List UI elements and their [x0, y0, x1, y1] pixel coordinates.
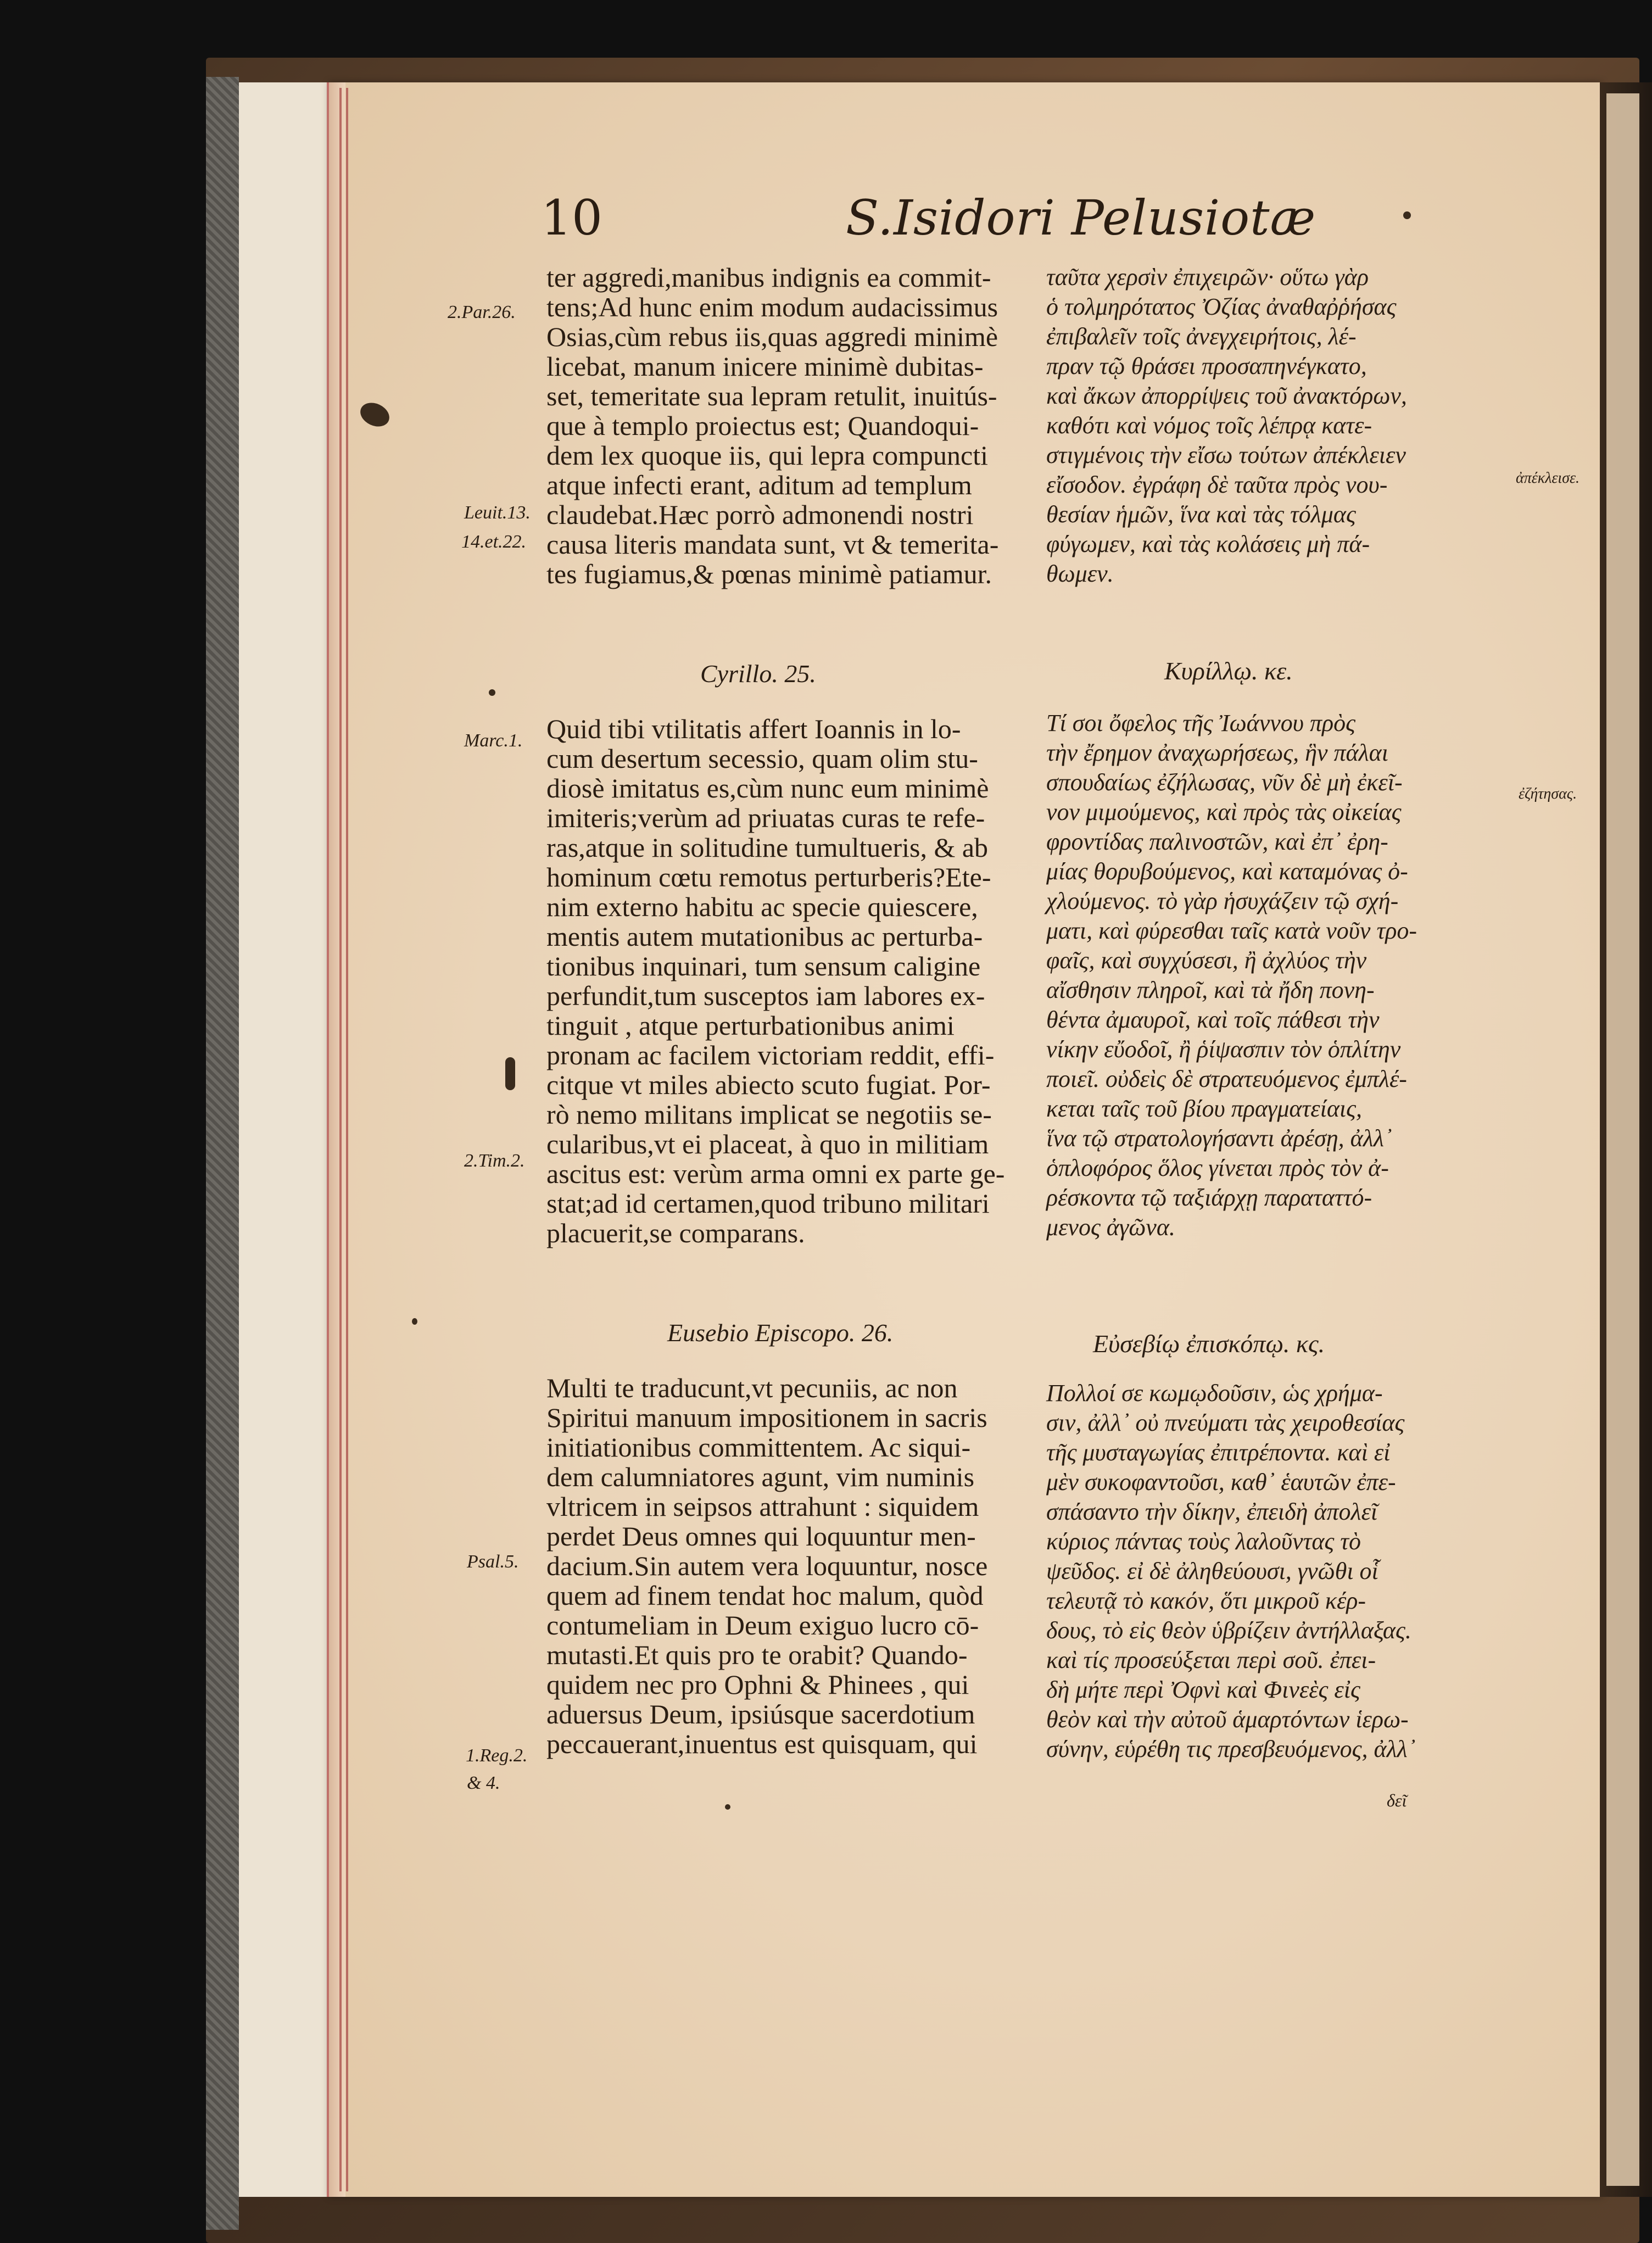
latin-line: tes fugiamus,& pœnas minimè patiamur.	[546, 559, 992, 589]
page-edge	[327, 82, 345, 2197]
book-spine	[206, 77, 239, 2230]
ink-blot	[505, 1057, 515, 1090]
margin-note: ἐζήτησας.	[1519, 785, 1577, 802]
greek-line: καὶ τίς προσεύξεται περὶ σοῦ. ἐπει-	[1046, 1647, 1376, 1673]
latin-line: Quid tibi vtilitatis affert Ioannis in lo-	[546, 713, 961, 744]
latin-line: dem calumniatores agunt, vim numinis	[546, 1461, 975, 1492]
latin-line: initiationibus committentem. Ac siqui-	[546, 1432, 971, 1463]
greek-column	[1046, 708, 1510, 1242]
latin-section-heading: Eusebio Episcopo. 26.	[667, 1319, 894, 1347]
latin-line: peccauerant,inuentus est quisquam, qui	[546, 1728, 978, 1759]
greek-line: σύνην, εὑρέθη τις πρεσβευόμενος, ἀλλ᾽	[1046, 1736, 1416, 1762]
greek-line: πραν τῷ θράσει προσαπηνέγκατο,	[1046, 353, 1367, 380]
greek-line: χλούμενος. τὸ γὰρ ἡσυχάζειν τῷ σχή-	[1046, 888, 1399, 914]
latin-line: citque vt miles abiecto scuto fugiat. Por-	[546, 1069, 991, 1100]
latin-line: tens;Ad hunc enim modum audacissimus	[546, 292, 998, 322]
greek-line: φύγωμεν, καὶ τὰς κολάσεις μὴ πά-	[1046, 531, 1370, 557]
latin-line: stat;ad id certamen,quod tribuno militari	[546, 1188, 990, 1219]
flyleaf	[239, 82, 327, 2197]
page-number: 10	[541, 189, 602, 246]
greek-line: κύριος πάντας τοὺς λαλοῦντας τὸ	[1046, 1528, 1361, 1555]
greek-line: κεται ταῖς τοῦ βίου πραγματείαις,	[1046, 1095, 1362, 1122]
greek-line: ψεῦδος. εἰ δὲ ἀληθεύουσι, γνῶθι οἷ	[1046, 1558, 1378, 1584]
margin-note: 1.Reg.2.	[466, 1745, 528, 1766]
latin-column	[546, 1373, 1030, 1759]
latin-line: mentis autem mutationibus ac perturba-	[546, 921, 983, 952]
greek-section-heading: Εὐσεβίῳ ἐπισκόπῳ. κς.	[1093, 1330, 1325, 1358]
greek-line: θεσίαν ἡμῶν, ἵνα καὶ τὰς τόλμας	[1046, 501, 1356, 528]
next-page-strip	[1606, 93, 1639, 2186]
greek-line: φροντίδας παλινοστῶν, καὶ ἐπ᾽ ἐρη-	[1046, 828, 1388, 855]
red-rule-line	[346, 88, 348, 2191]
greek-line: σιν, ἀλλ᾽ οὐ πνεύματι τὰς χειροθεσίας	[1046, 1409, 1405, 1436]
latin-line: cum desertum secessio, quam olim stu-	[546, 743, 978, 774]
greek-line: ματι, καὶ φύρεσθαι ταῖς κατὰ νοῦν τρο-	[1046, 917, 1417, 944]
latin-line: placuerit,se comparans.	[546, 1218, 805, 1248]
latin-line: pronam ac facilem victoriam reddit, effi-	[546, 1040, 995, 1070]
margin-note: ἀπέκλεισε.	[1516, 470, 1580, 487]
latin-line: rò nemo militans implicat se negotiis se-	[546, 1099, 992, 1130]
greek-line: μενος ἀγῶνα.	[1046, 1214, 1175, 1241]
margin-note: Marc.1.	[464, 730, 523, 751]
latin-column	[546, 263, 1030, 589]
greek-line: ταῦτα χερσὶν ἐπιχειρῶν· οὕτω γὰρ	[1046, 264, 1369, 291]
greek-section-heading: Κυρίλλῳ. κε.	[1164, 657, 1293, 685]
latin-line: perfundit,tum susceptos iam labores ex-	[546, 980, 985, 1011]
latin-line: diosè imitatus es,cùm nunc eum minimè	[546, 773, 989, 804]
running-title: S.Isidori Pelusiotæ	[846, 189, 1316, 246]
greek-line: ρέσκοντα τῷ ταξιάρχῃ παραταττό-	[1046, 1184, 1372, 1211]
latin-line: claudebat.Hæc porrò admonendi nostri	[546, 499, 974, 530]
margin-note: 2.Par.26.	[448, 302, 516, 322]
greek-line: θωμεν.	[1046, 560, 1114, 587]
latin-line: imiteris;verùm ad priuatas curas te refe-	[546, 802, 985, 833]
latin-line: atque infecti erant, aditum ad templum	[546, 470, 972, 500]
greek-line: Πολλοί σε κωμῳδοῦσιν, ὡς χρήμα-	[1046, 1380, 1383, 1407]
greek-line: μίας θορυβούμενος, καὶ καταμόνας ὀ-	[1046, 858, 1408, 885]
latin-line: ter aggredi,manibus indignis ea commit-	[546, 262, 991, 293]
latin-line: causa literis mandata sunt, vt & temerita-	[546, 529, 999, 560]
latin-line: quidem nec pro Ophni & Phinees , qui	[546, 1669, 969, 1700]
latin-line: dem lex quoque iis, qui lepra compuncti	[546, 440, 988, 471]
latin-line: tionibus inquinari, tum sensum caligine	[546, 951, 981, 981]
greek-line: δους, τὸ εἰς θεὸν ὑβρίζειν ἀντήλλαξας.	[1046, 1617, 1411, 1644]
greek-line: τῆς μυσταγωγίας ἐπιτρέποντα. καὶ εἰ	[1046, 1439, 1391, 1466]
greek-line: τὴν ἔρημον ἀναχωρήσεως, ἣν πάλαι	[1046, 739, 1389, 766]
greek-line: σπάσαντο τὴν δίκην, ἐπειδὴ ἀπολεῖ	[1046, 1498, 1378, 1525]
latin-line: licebat, manum inicere minimè dubitas-	[546, 351, 984, 382]
latin-line: ras,atque in solitudine tumultueris, & ab	[546, 832, 989, 863]
greek-line: ποιεῖ. οὐδεὶς δὲ στρατευόμενος ἐμπλέ-	[1046, 1065, 1407, 1092]
latin-line: vltricem in seipsos attrahunt : siquidem	[546, 1491, 979, 1522]
greek-line: στιγμένοις τὴν εἴσω τούτων ἀπέκλειεν	[1046, 442, 1406, 468]
latin-line: contumeliam in Deum exiguo lucro cō-	[546, 1610, 979, 1641]
red-rule-line	[339, 88, 342, 2191]
latin-line: dacium.Sin autem vera loquuntur, nosce	[546, 1550, 988, 1581]
ink-blot	[725, 1804, 730, 1810]
ink-blot	[489, 689, 495, 696]
latin-line: nim externo habitu ac specie quiescere,	[546, 891, 978, 922]
greek-column	[1046, 1379, 1510, 1764]
margin-note: Leuit.13.	[464, 503, 531, 523]
margin-note: 2.Tim.2.	[464, 1151, 525, 1171]
latin-line: mutasti.Et quis pro te orabit? Quando-	[546, 1639, 968, 1670]
latin-line: Osias,cùm rebus iis,quas aggredi minimè	[546, 321, 998, 352]
ink-blot	[412, 1318, 417, 1325]
catchword: δεῖ	[1387, 1790, 1407, 1810]
greek-line: Τί σοι ὄφελος τῆς Ἰωάννου πρὸς	[1046, 710, 1356, 736]
latin-line: tinguit , atque perturbationibus animi	[546, 1010, 955, 1041]
greek-line: θέντα ἀμαυροῖ, καὶ τοῖς πάθεσι τὴν	[1046, 1006, 1380, 1033]
greek-line: καθότι καὶ νόμος τοῖς λέπρᾳ κατε-	[1046, 412, 1372, 439]
greek-line: ἐπιβαλεῖν τοῖς ἀνεγχειρήτοις, λέ-	[1046, 323, 1357, 350]
latin-line: cularibus,vt ei placeat, à quo in militiam	[546, 1129, 989, 1159]
greek-line: σπουδαίως ἐζήλωσας, νῦν δὲ μὴ ἐκεῖ-	[1046, 769, 1403, 796]
greek-line: ὁ τολμηρότατος Ὀζίας ἀναθαῤῥήσας	[1046, 293, 1397, 320]
latin-line: ascitus est: verùm arma omni ex parte ge-	[546, 1158, 1005, 1189]
latin-line: quem ad finem tendat hoc malum, quòd	[546, 1580, 984, 1611]
latin-column	[546, 714, 1030, 1248]
latin-line: aduersus Deum, ipsiúsque sacerdotium	[546, 1699, 975, 1729]
greek-line: μὲν συκοφαντοῦσι, καθ᾽ ἑαυτῶν ἐπε-	[1046, 1469, 1396, 1496]
margin-note: 14.et.22.	[461, 532, 527, 552]
greek-line: θεὸν καὶ τὴν αὐτοῦ ἁμαρτόντων ἱερω-	[1046, 1706, 1409, 1733]
greek-line: δὴ μήτε περὶ Ὀφνὶ καὶ Φινεὲς εἰς	[1046, 1676, 1360, 1703]
greek-line: νίκην εὔοδοῖ, ἢ ῥίψασπιν τὸν ὁπλίτην	[1046, 1036, 1401, 1063]
latin-line: set, temeritate sua lepram retulit, inuitús-	[546, 381, 997, 411]
latin-line: hominum cœtu remotus perturberis?Ete-	[546, 862, 991, 892]
greek-line: ἵνα τῷ στρατολογήσαντι ἀρέσῃ, ἀλλ᾽	[1046, 1125, 1392, 1152]
ink-blot	[1403, 211, 1411, 219]
greek-line: νον μιμούμενος, καὶ πρὸς τὰς οἰκείας	[1046, 799, 1402, 825]
greek-column	[1046, 263, 1510, 589]
greek-line: καὶ ἄκων ἀπορρίψεις τοῦ ἀνακτόρων,	[1046, 382, 1407, 409]
latin-section-heading: Cyrillo. 25.	[700, 660, 816, 688]
greek-line: αἴσθησιν πληροῖ, καὶ τὰ ἤδη πονη-	[1046, 977, 1375, 1003]
margin-note: Psal.5.	[467, 1552, 519, 1572]
latin-line: Spiritui manuum impositionem in sacris	[546, 1402, 987, 1433]
margin-note: & 4.	[467, 1773, 500, 1793]
latin-line: que à templo proiectus est; Quandoqui-	[546, 410, 979, 441]
greek-line: τελευτᾷ τὸ κακόν, ὅτι μικροῦ κέρ-	[1046, 1587, 1366, 1614]
greek-line: εἴσοδον. ἐγράφη δὲ ταῦτα πρὸς νου-	[1046, 471, 1388, 498]
latin-line: Multi te traducunt,vt pecuniis, ac non	[546, 1372, 958, 1403]
greek-line: ὁπλοφόρος ὅλος γίνεται πρὸς τὸν ἀ-	[1046, 1154, 1389, 1181]
greek-line: φαῖς, καὶ συγχύσεσι, ἢ ἀχλύος τὴν	[1046, 947, 1367, 974]
latin-line: perdet Deus omnes qui loquuntur men-	[546, 1521, 976, 1552]
